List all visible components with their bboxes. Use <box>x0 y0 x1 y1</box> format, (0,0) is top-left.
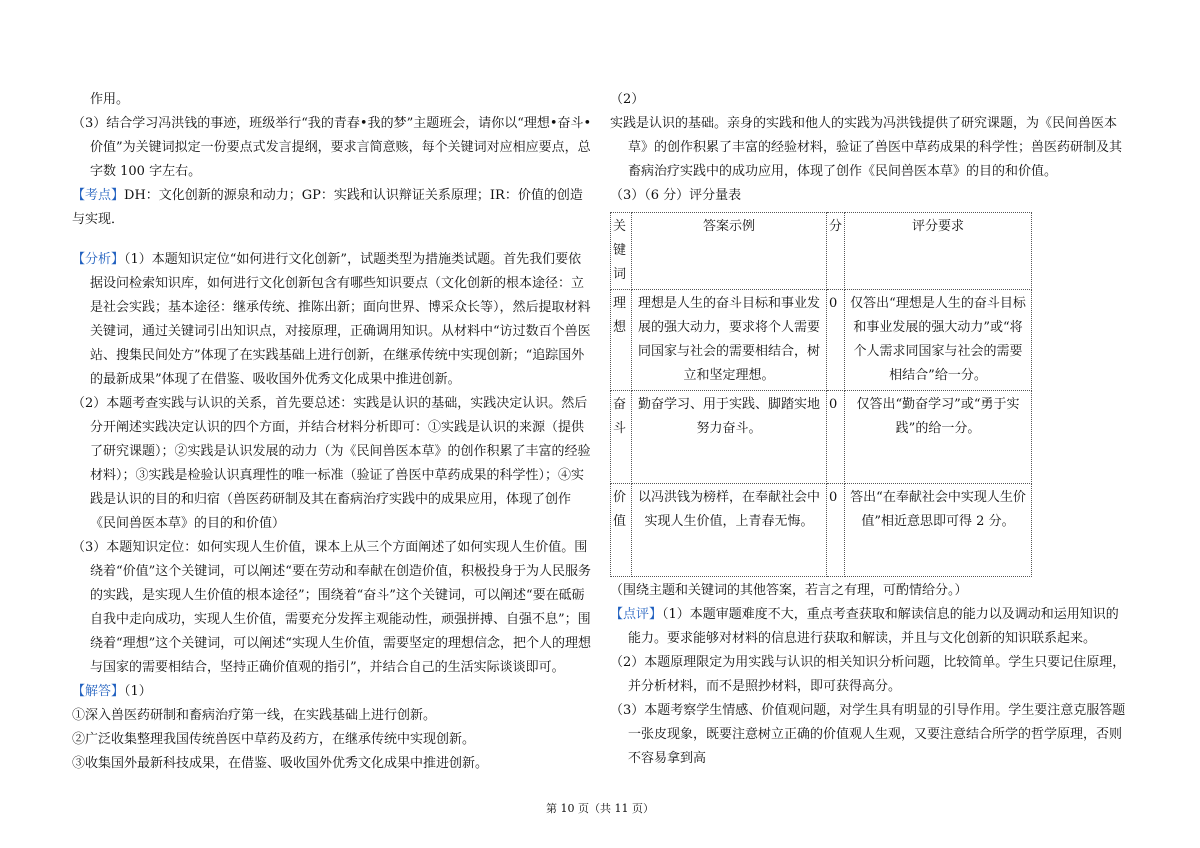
row-keyword: 理想 <box>611 290 632 391</box>
answer-part-2-label: （2） <box>610 92 645 107</box>
jieda-section <box>72 680 592 704</box>
dianping-section <box>610 603 1130 651</box>
jieda-item-1: ①深入兽医药研制和畜病治疗第一线，在实践基础上进行创新。 <box>72 708 437 723</box>
dianping-text: （1）本题审题难度不大，重点考查获取和解读信息的能力以及调动和运用知识的能力。要求能够对材料的信息进行获取和解读，并且与文化创新的知识联系起来。 <box>628 607 1119 646</box>
dianping-part-3: （3）本题考察学生情感、价值观问题，对学生具有明显的引导作用。学生要注意克服答题一张皮现象，既要注意树立正确的价值观人生观，又要注意结合所学的哲学原理，否则不容易拿到高 <box>610 703 1126 766</box>
row-score: 0 <box>827 290 845 391</box>
row-keyword: 价值 <box>611 484 632 577</box>
row-keyword: 奋斗 <box>611 391 632 484</box>
scoring-table <box>610 212 1032 577</box>
row-answer: 理想是人生的奋斗目标和事业发展的强大动力，要求将个人需要同国家与社会的需要相结合，树立和坚定理想。 <box>632 290 827 391</box>
row-requirement: 仅答出“勤奋学习”或“勇于实践”的给一分。 <box>845 391 1032 484</box>
page-footer: 第 10 页（共 11 页） <box>546 802 654 815</box>
jieda-item-3: ③收集国外最新科技成果，在借鉴、吸收国外优秀文化成果中推进创新。 <box>72 756 489 771</box>
fenxi-text: （1）本题知识定位“如何进行文化创新”，试题类型为措施类试题。首先我们要依据设问检索知识库，如何进行文化创新包含有哪些知识要点（文化创新的根本途径：立是社会实践；基本途径：继承传统、推陈出新；面向世界、博采众长等），然后提取材料关键词，通过关键词引出知识点，对接原理，正确调用知识。从材料中“访过数百个兽医站、搜集民间处方”体现了在实践基础上进行创新，在继承传统中实现创新；“追踪国外的最新成果”体现了在借鉴、吸收国外优秀文化成果中推进创新。 <box>90 252 591 387</box>
kaodian-section <box>72 184 592 232</box>
paragraph-continuation: 作用。 <box>90 92 130 107</box>
dianping-part-2: （2）本题原理限定为用实践与认识的相关知识分析问题，比较简单。学生只要记住原理，并分析材料，而不是照抄材料，即可获得高分。 <box>610 655 1126 694</box>
row-answer: 勤奋学习、用于实践、脚踏实地努力奋斗。 <box>632 391 827 484</box>
answer-part-2-text: 实践是认识的基础。亲身的实践和他人的实践为冯洪钱提供了研究课题，为《民间兽医本草》的创作积累了丰富的经验材料，验证了兽医中草药成果的科学性；兽医药研制及其畜病治疗实践中的成功应用，体现了创作《民间兽医本草》的目的和价值。 <box>610 116 1123 179</box>
row-score: 0 <box>827 484 845 577</box>
kaodian-text: DH：文化创新的源泉和动力；GP：实践和认识辩证关系原理；IR：价值的创造与实现． <box>72 188 583 227</box>
row-answer: 以冯洪钱为榜样，在奉献社会中实现人生价值，上青春无悔。 <box>632 484 827 577</box>
jieda-text: （1） <box>124 684 152 699</box>
header-requirement: 评分要求 <box>845 213 1032 290</box>
table-note: （围绕主题和关键词的其他答案，若言之有理，可酌情给分。） <box>610 583 968 598</box>
row-requirement: 仅答出“理想是人生的奋斗目标和事业发展的强大动力”或“将个人需求同国家与社会的需要相结合”给一分。 <box>845 290 1032 391</box>
jieda-tag: 【解答】 <box>72 684 125 699</box>
fenxi-part-2: （2）本题考查实践与认识的关系，首先要总述：实践是认识的基础，实践决定认识。然后分开阐述实践决定认识的四个方面，并结合材料分析即可：①实践是认识的来源（提供了研究课题）；②实践是认识发展的动力（为《民间兽医本草》的创作积累了丰富的经验材料）；③实践是检验认识真理性的唯一标准（验证了兽医中草药成果的科学性）；④实践是认识的目的和归宿（兽医药研制及其在畜病治疗实践中的成果应用，体现了创作《民间兽医本草》的目的和价值） <box>72 396 591 531</box>
header-keyword: 关键词 <box>611 213 632 290</box>
table-row <box>611 484 1032 577</box>
right-column <box>610 88 1130 771</box>
fenxi-section <box>72 248 592 392</box>
row-requirement: 答出“在奉献社会中实现人生价值”相近意思即可得 2 分。 <box>845 484 1032 577</box>
answer-part-3-label: （3）（6 分）评分量表 <box>610 188 742 203</box>
row-score: 0 <box>827 391 845 484</box>
header-score: 分 <box>827 213 845 290</box>
table-row <box>611 290 1032 391</box>
left-column <box>72 88 592 776</box>
table-header-row <box>611 213 1032 290</box>
kaodian-tag: 【考点】 <box>72 188 125 203</box>
fenxi-part-3: （3）本题知识定位：如何实现人生价值，课本上从三个方面阐述了如何实现人生价值。围绕着“价值”这个关键词，可以阐述“要在劳动和奉献在创造价值，积极投身于为人民服务的实践，是实现人生价值的根本途径”；围绕着“奋斗”这个关键词，可以阐述“要在砥砺自我中走向成功，实现人生价值，需要充分发挥主观能动性，顽强拼搏、自强不息”；围绕着“理想”这个关键词，可以阐述“实现人生价值，需要坚定的理想信念，把个人的理想与国家的需要相结合，坚持正确价值观的指引”，并结合自己的生活实际谈谈即可。 <box>72 540 591 675</box>
question-3-text: （3）结合学习冯洪钱的事迹，班级举行“我的青春•我的梦”主题班会，请你以“理想•奋斗•价值”为关键词拟定一份要点式发言提纲，要求言简意赅，每个关键词对应相应要点，总字数 100 字左右。 <box>72 116 592 179</box>
fenxi-tag: 【分析】 <box>72 252 125 267</box>
header-answer: 答案示例 <box>632 213 827 290</box>
table-row <box>611 391 1032 484</box>
dianping-tag: 【点评】 <box>610 607 663 622</box>
jieda-item-2: ②广泛收集整理我国传统兽医中草药及药方，在继承传统中实现创新。 <box>72 732 476 747</box>
